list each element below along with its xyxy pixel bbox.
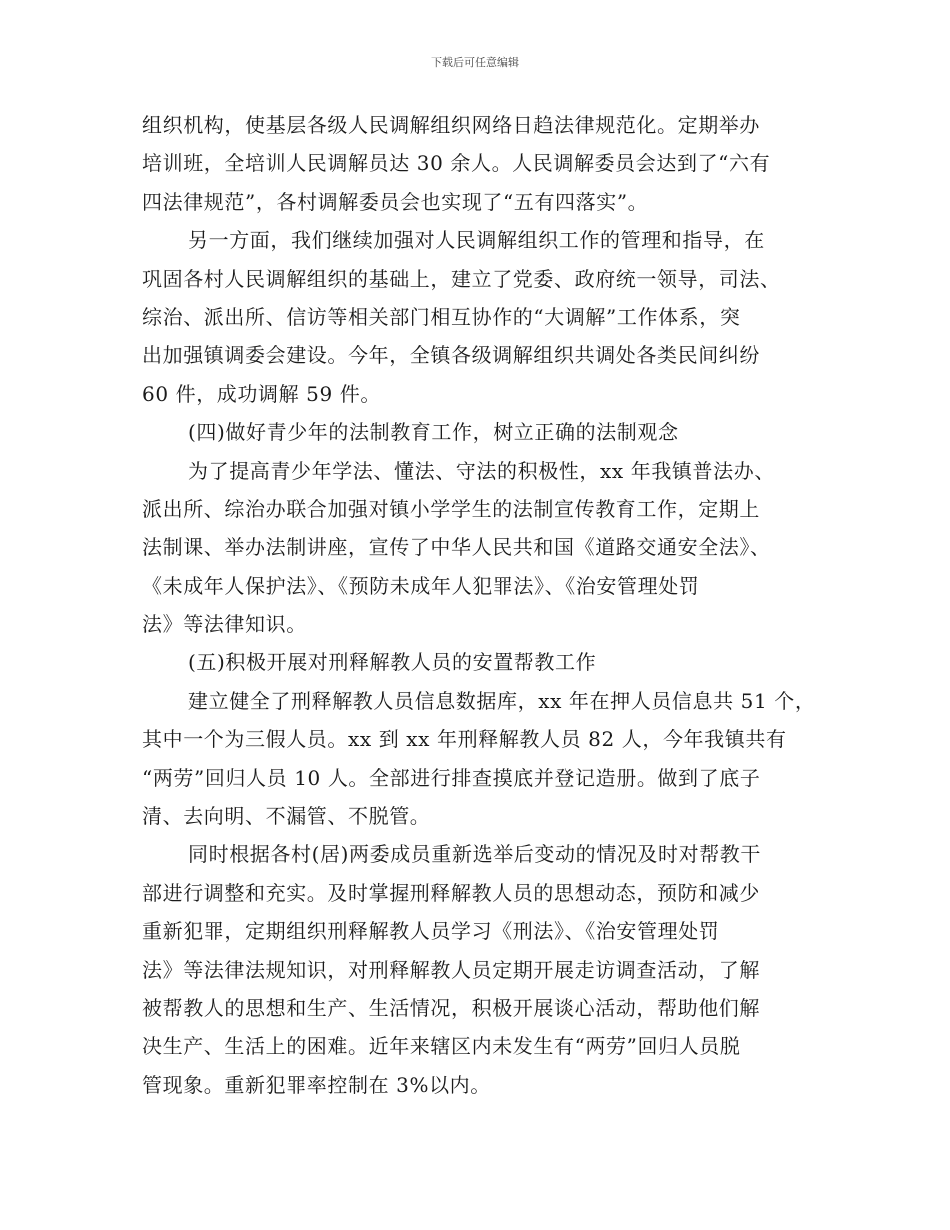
text-line: 法》等法律知识。 (142, 612, 307, 637)
text-line: 组织机构，使基层各级人民调解组织网络日趋法律规范化。定期举办 (142, 113, 760, 137)
text-line: 决生产、生活上的困难。近年来辖区内未发生有“两劳”回归人员脱 (142, 1034, 741, 1059)
text-line: 60 件，成功调解 59 件。 (142, 381, 381, 406)
text-line: 被帮教人的思想和生产、生活情况，积极开展谈心活动，帮助他们解 (142, 995, 760, 1020)
text-line: 出加强镇调委会建设。今年，全镇各级调解组织共调处各类民间纠纷 (142, 343, 760, 368)
text-line: 其中一个为三假人员。xx 到 xx 年刑释解教人员 82 人，今年我镇共有 (142, 727, 787, 752)
text-line: 建立健全了刑释解教人员信息数据库，xx 年在押人员信息共 51 个， (188, 688, 816, 713)
document-body (142, 106, 832, 1104)
text-line: 为了提高青少年学法、懂法、守法的积极性，xx 年我镇普法办、 (188, 458, 775, 483)
text-line: 四法律规范”，各村调解委员会也实现了“五有四落实”。 (142, 189, 649, 214)
text-line: 法制课、举办法制讲座，宣传了中华人民共和国《道路交通安全法》、 (142, 535, 771, 560)
text-line: 巩固各村人民调解组织的基础上，建立了党委、政府统一领导，司法、 (142, 266, 781, 291)
page-header: 下载后可任意编辑 (431, 56, 519, 69)
text-line: 《未成年人保护法》、《预防未成年人犯罪法》、《治安管理处罚 (142, 573, 700, 598)
text-line: 培训班，全培训人民调解员达 30 余人。人民调解委员会达到了“六有 (142, 151, 771, 176)
text-line: (四)做好青少年的法制教育工作，树立正确的法制观念 (188, 420, 679, 445)
text-line: (五)积极开展对刑释解教人员的安置帮教工作 (188, 650, 597, 675)
text-line: 管现象。重新犯罪率控制在 3%以内。 (142, 1072, 491, 1097)
text-line: 法》等法律法规知识，对刑释解教人员定期开展走访调查活动，了解 (142, 957, 760, 982)
text-line: 清、去向明、不漏管、不脱管。 (142, 804, 431, 829)
text-line: 重新犯罪，定期组织刑释解教人员学习《刑法》、《治安管理处罚 (142, 919, 720, 944)
text-line: 同时根据各村(居)两委成员重新选举后变动的情况及时对帮教干 (188, 842, 762, 867)
text-line: 综治、派出所、信访等相关部门相互协作的“大调解”工作体系，突 (142, 304, 741, 329)
text-line: 部进行调整和充实。及时掌握刑释解教人员的思想动态，预防和减少 (142, 880, 760, 905)
text-line: 派出所、综治办联合加强对镇小学学生的法制宣传教育工作，定期上 (142, 496, 760, 521)
text-line: “两劳”回归人员 10 人。全部进行排查摸底并登记造册。做到了底子 (142, 765, 761, 790)
text-line: 另一方面，我们继续加强对人民调解组织工作的管理和指导，在 (188, 228, 765, 253)
